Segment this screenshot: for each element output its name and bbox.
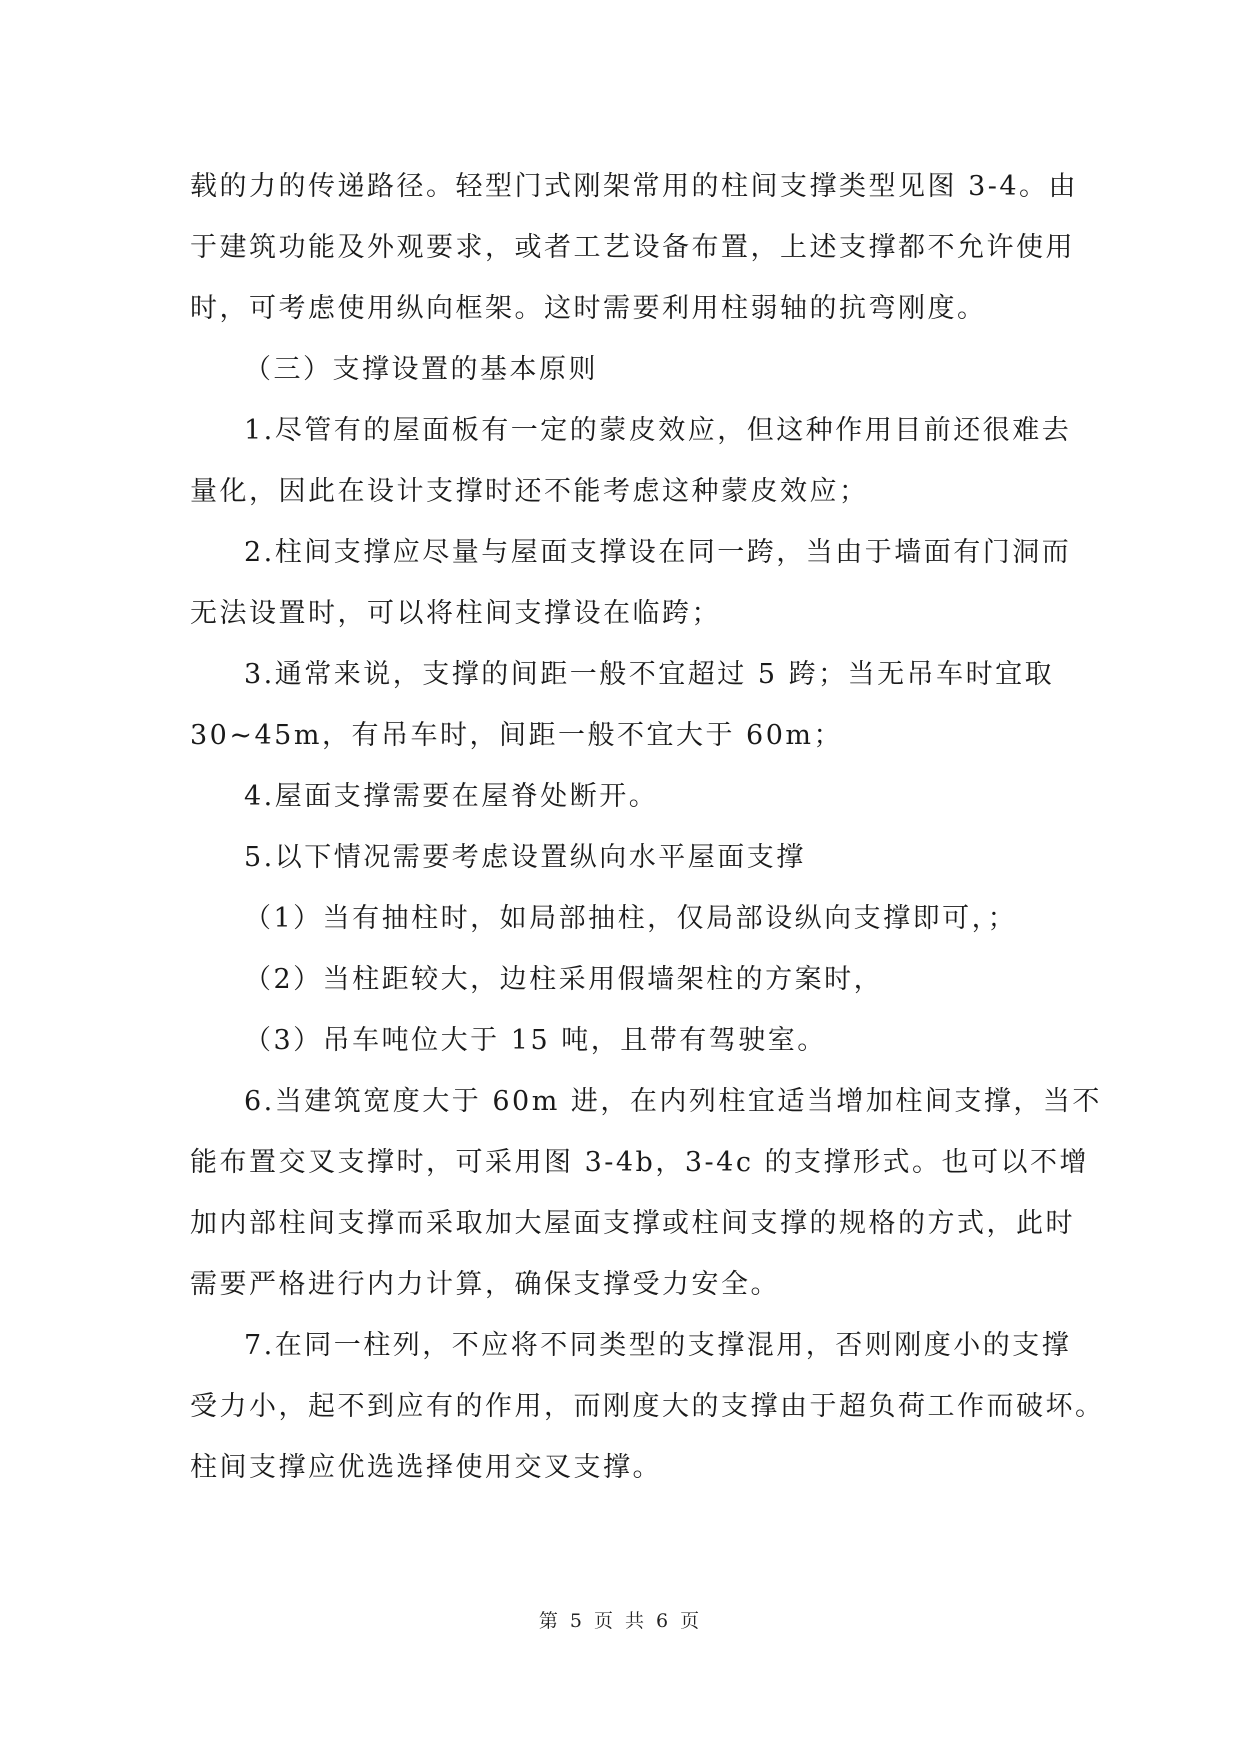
- text-line: 于建筑功能及外观要求，或者工艺设备布置，上述支撑都不允许使用: [190, 232, 1075, 263]
- text-line: 载的力的传递路径。轻型门式刚架常用的柱间支撑类型见图 3-4。由: [190, 171, 1079, 202]
- text-line: 2.柱间支撑应尽量与屋面支撑设在同一跨，当由于墙面有门洞而: [244, 537, 1072, 568]
- text-line: 5.以下情况需要考虑设置纵向水平屋面支撑: [244, 842, 806, 873]
- text-line: 加内部柱间支撑而采取加大屋面支撑或柱间支撑的规格的方式，此时: [190, 1208, 1075, 1239]
- text-line: 30~45m，有吊车时，间距一般不宜大于 60m；: [190, 720, 843, 751]
- document-body: [190, 156, 1105, 1498]
- text-line: （2）当柱距较大，边柱采用假墙架柱的方案时，: [244, 964, 884, 995]
- text-line: 7.在同一柱列，不应将不同类型的支撑混用，否则刚度小的支撑: [244, 1330, 1072, 1361]
- text-line: 6.当建筑宽度大于 60m 进，在内列柱宜适当增加柱间支撑，当不: [244, 1086, 1102, 1117]
- text-line: 量化，因此在设计支撑时还不能考虑这种蒙皮效应；: [190, 476, 869, 507]
- text-line: 3.通常来说，支撑的间距一般不宜超过 5 跨；当无吊车时宜取: [244, 659, 1055, 690]
- text-line: （3）吊车吨位大于 15 吨，且带有驾驶室。: [244, 1025, 827, 1056]
- text-line: 无法设置时，可以将柱间支撑设在临跨；: [190, 598, 721, 629]
- text-line: 柱间支撑应优选选择使用交叉支撑。: [190, 1452, 662, 1483]
- page-footer: 第 5 页 共 6 页: [538, 1610, 703, 1632]
- text-line: （1）当有抽柱时，如局部抽柱，仅局部设纵向支撑即可，；: [244, 903, 1018, 934]
- text-line: （三）支撑设置的基本原则: [244, 354, 598, 385]
- text-line: 1.尽管有的屋面板有一定的蒙皮效应，但这种作用目前还很难去: [244, 415, 1072, 446]
- text-line: 时，可考虑使用纵向框架。这时需要利用柱弱轴的抗弯刚度。: [190, 293, 987, 324]
- text-line: 能布置交叉支撑时，可采用图 3-4b，3-4c 的支撑形式。也可以不增: [190, 1147, 1090, 1178]
- text-line: 4.屋面支撑需要在屋脊处断开。: [244, 781, 659, 812]
- text-line: 需要严格进行内力计算，确保支撑受力安全。: [190, 1269, 780, 1300]
- text-line: 受力小，起不到应有的作用，而刚度大的支撑由于超负荷工作而破坏。: [190, 1391, 1105, 1422]
